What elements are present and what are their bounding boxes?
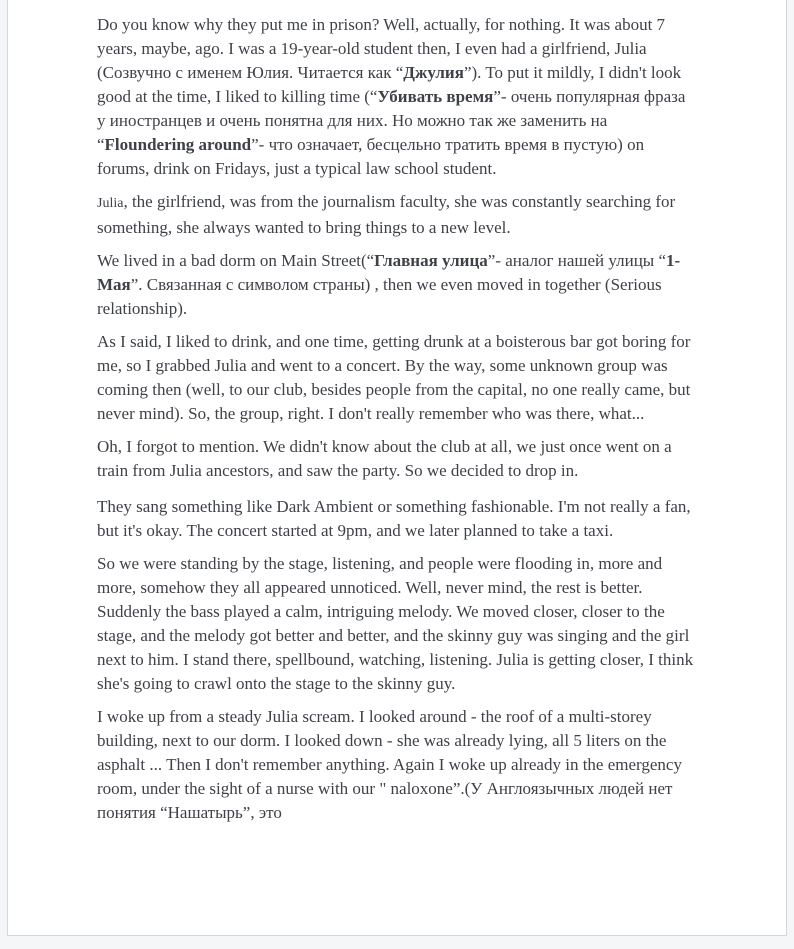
text-run: 1-Мая [97,251,681,294]
text-run: ”). To put it mildly, I didn't look good at the time, I liked to killing time (“ [97,63,682,106]
paragraph-julia-girlfriend [97,190,697,240]
paragraph-dark-ambient [97,495,697,543]
text-run: Floundering around [104,135,252,154]
text-run: Julia [97,196,124,211]
document-content [8,0,786,825]
text-run: Джулия [403,63,464,82]
paragraph-intro-prison [97,13,697,181]
text-run: ”. Связанная с символом страны) , then we even moved in together (Serious relationship). [97,275,662,318]
text-run: We lived in a bad dorm on Main Street(“ [97,251,375,270]
text-run: Убивать время [377,87,494,106]
text-run: ”- что означает, бесцельно тратить время в пустую) on forums, drink on Fridays, just a typical law school student. [97,135,645,178]
text-run: , the girlfriend, was from the journalism faculty, she was constantly searching for something, she always wanted to bring things to a new level. [97,192,676,237]
paragraph-standing-by-stage [97,552,697,696]
text-run: ”- очень популярная фраза у иностранцев и очень понятна для них. Но можно так же заменить на “ [97,87,686,154]
paragraph-forgot-to-mention [97,435,697,483]
text-run: Oh, I forgot to mention. We didn't know about the club at all, we just once went on a train from Julia ancestors, and saw the party. So we decided to drop in. [97,437,672,480]
document-page [7,0,787,936]
text-run: Do you know why they put me in prison? Well, actually, for nothing. It was about 7 years, maybe, ago. I was a 19-year-old student then, I even had a girlfriend, Julia (Созвучно с именем Юлия. Читается как “ [97,15,666,82]
text-run: They sang something like Dark Ambient or something fashionable. I'm not really a fan, but it's okay. The concert started at 9pm, and we later planned to take a taxi. [97,497,691,540]
text-run: As I said, I liked to drink, and one time, getting drunk at a boisterous bar got boring for me, so I grabbed Julia and went to a concert. By the way, some unknown group was coming then (well, to our club, besides people from the capital, no one really came, but never mind). So, the group, right. I don't really remember who was there, what... [97,332,691,423]
text-run: I woke up from a steady Julia scream. I looked around - the roof of a multi-storey building, next to our dorm. I looked down - she was already lying, all 5 liters on the asphalt ... Then I don't remember anything. Again I woke up already in the emergency room, under the sight of a nurse with our " naloxone”.(У Англоязычных людей нет понятия “Нашатырь”, это [97,707,682,822]
paragraph-woke-up [97,705,697,825]
text-run: Главная улица [374,251,488,270]
text-run: ”- аналог нашей улицы “ [487,251,667,270]
paragraph-concert [97,330,697,426]
paragraph-dorm-main-street [97,249,697,321]
text-run: So we were standing by the stage, listening, and people were flooding in, more and more, somehow they all appeared unnoticed. Well, never mind, the rest is better. Suddenly the bass played a calm, intriguing melody. We moved closer, closer to the stage, and the melody got better and better, and the skinny guy was singing and the girl next to him. I stand there, spellbound, watching, listening. Julia is getting closer, I think she's going to crawl onto the stage to the skinny guy. [97,554,694,693]
